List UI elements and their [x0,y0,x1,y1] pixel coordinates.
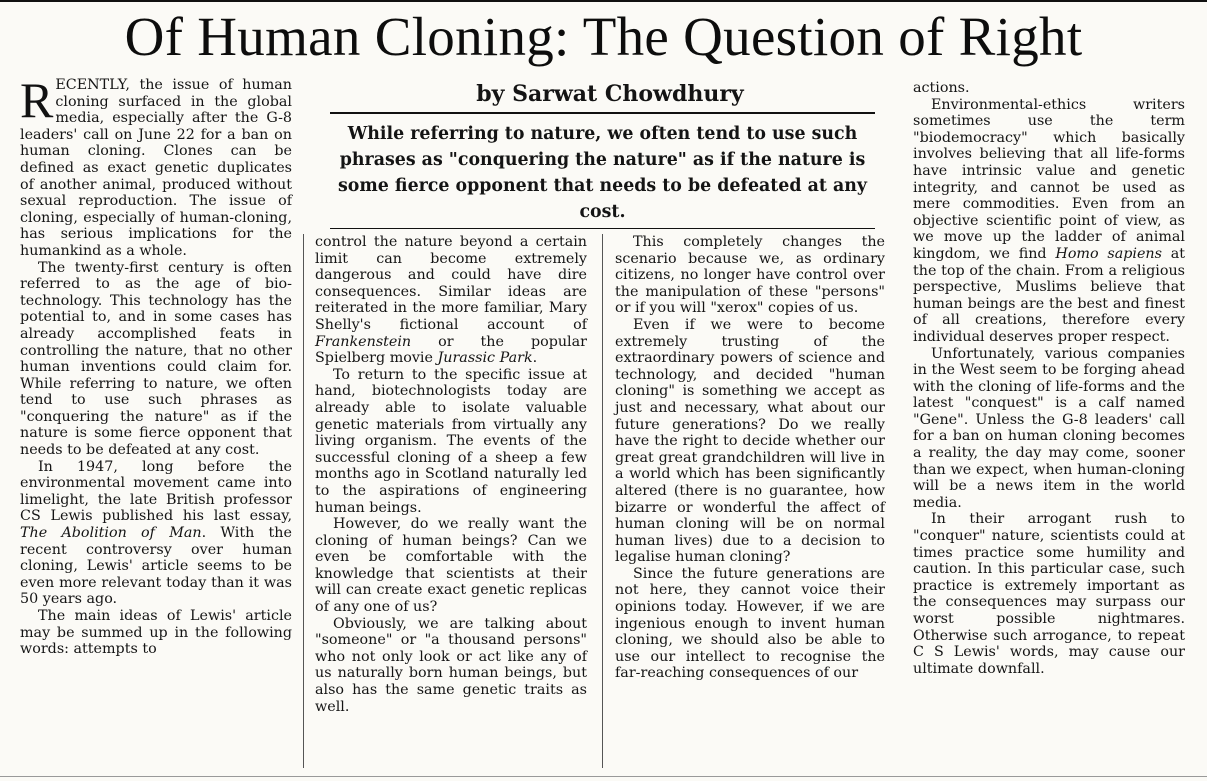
column2-paragraph-2: To return to the specific issue at hand, biotechnologists today are already able to isolate valuable genetic materials from virtually any living organism. The events of the successful cloning of a sheep a few months ago in Scotland naturally led to the aspirations of engineering human beings. [315,366,587,516]
column2-paragraph-1 [315,234,587,367]
column4-p1-text-a: Environmental-ethics writers sometimes use the term "biodemocracy" which basically involves believing that all life-forms have intrinsic value and genetic integrity, and cannot be used as mere commodities. Even from an objective scientific point of view, as we move up the ladder of animal kingdom, we find [913,96,1185,262]
column1-p3-text-a: In 1947, long before the environmental movement came into limelight, the late British professor CS Lewis published his last essay, [20,458,292,525]
column4-paragraph-1 [913,97,1185,346]
column3-paragraph-3: Since the future generations are not here, they cannot voice their opinions today. However, if we are ingenious enough to invent human cloning, we should also be able to use our intellect to recognise the far-reaching consequences of our [615,565,885,682]
column3-paragraph-2: Even if we were to become extremely trusting of the extraordinary powers of science and technology, and decided "human cloning" is something we accept as just and necessary, what about our future generations? Do we really have the right to decide whether our great great grandchildren will live in a world which has been significantly altered (there is no guarantee, how bizarre or wonderful the affect of human cloning will be on normal human lives) due to a decision to legalise human cloning? [615,316,885,566]
article-column-4 [913,80,1185,677]
column4-paragraph-2: Unfortunately, various companies in the West seem to be forging ahead with the cloning of life-forms and the latest "conquest" is a calf named "Gene". Unless the G-8 leaders' call for a ban on human cloning becomes a reality, the day may come, sooner than we expect, when human-cloning will be a news item in the world media. [913,345,1185,511]
column1-paragraph-1 [20,72,292,260]
article-byline: by Sarwat Chowdhury [476,81,744,107]
column2-p1-text-c: . [532,350,538,367]
book-title-frankenstein: Frankenstein [315,333,412,350]
pull-quote-divider [330,228,875,229]
column2-paragraph-4: Obviously, we are talking about "someone" or "a thousand persons" who not only look or act like any of us naturally born human beings, but also has the same genetic traits as well. [315,615,587,715]
column2-p1-text-a: control the nature beyond a certain limit can become extremely dangerous and could have dire consequences. Similar ideas are reiterated in the more familiar, Mary Shelly's fictional account of [315,234,587,333]
column-divider-1 [303,234,304,768]
article-column-3 [615,234,885,682]
column4-paragraph-0: actions. [913,80,970,96]
column-divider-2 [602,234,603,768]
article-headline: Of Human Cloning: The Question of Right [124,6,1083,67]
column4-paragraph-3: In their arrogant rush to "conquer" nature, scientists could at times practice some humility and caution. In this particular case, such practice is extremely important as the consequences may surpass our worst possible nightmares. Otherwise such arrogance, to repeat C S Lewis' words, may cause our ultimate downfall. [913,511,1185,677]
essay-title: The Abolition of Man [20,525,202,542]
movie-title-jurassic-park: Jurassic Park [437,350,533,367]
column1-paragraph-2: The twenty-first century is often referred to as the age of bio-technology. This technology has the potential to, and in some cases has already accomplished feats in controlling the nature, that no other human inventions could claim for. While referring to nature, we often tend to use such phrases as "conquering the nature" as if the nature is some fierce opponent that needs to be defeated at any cost. [20,259,292,459]
column3-paragraph-1: This completely changes the scenario because we, as ordinary citizens, no longer have control over the manipulation of these "persons" or if you will "xerox" copies of us. [615,234,885,317]
article-column-1 [20,72,292,658]
column1-paragraph-3 [20,459,292,608]
pull-quote: While referring to nature, we often tend to use such phrases as "conquering the nature" as if the nature is some fierce opponent that needs to be defeated at any cost. [338,124,867,222]
column2-p1-text-b: or the popular Spielberg movie [315,333,587,367]
byline-divider [330,112,875,114]
column1-p1-text: ECENTLY, the issue of human cloning surfaced in the global media, especially after the G-8 leaders' call on June 22 for a ban on human cloning. Clones can be defined as exact genetic duplicates of another animal, produced without sexual reproduction. The issue of cloning, especially of human-cloning, has serious implications for the humankind as a whole. [20,77,292,259]
column2-paragraph-3: However, do we really want the cloning of human beings? Can we even be comfortable with the knowledge that scientists at their will can create exact genetic replicas of any one of us? [315,516,587,616]
drop-cap: R [20,72,54,128]
species-name: Homo sapiens [1055,245,1162,262]
column1-p3-text-b: . With the recent controversy over human cloning, Lewis' article seems to be even more relevant today than it was 50 years ago. [20,525,292,608]
article-column-2 [315,234,587,715]
column4-p1-text-b: at the top of the chain. From a religious perspective, Muslims believe that human beings are the best and finest of all creations, therefore every individual deserves proper respect. [913,245,1186,345]
bottom-border-rule [0,776,1207,777]
column1-paragraph-4: The main ideas of Lewis' article may be summed up in the following words: attempts to [20,608,292,658]
